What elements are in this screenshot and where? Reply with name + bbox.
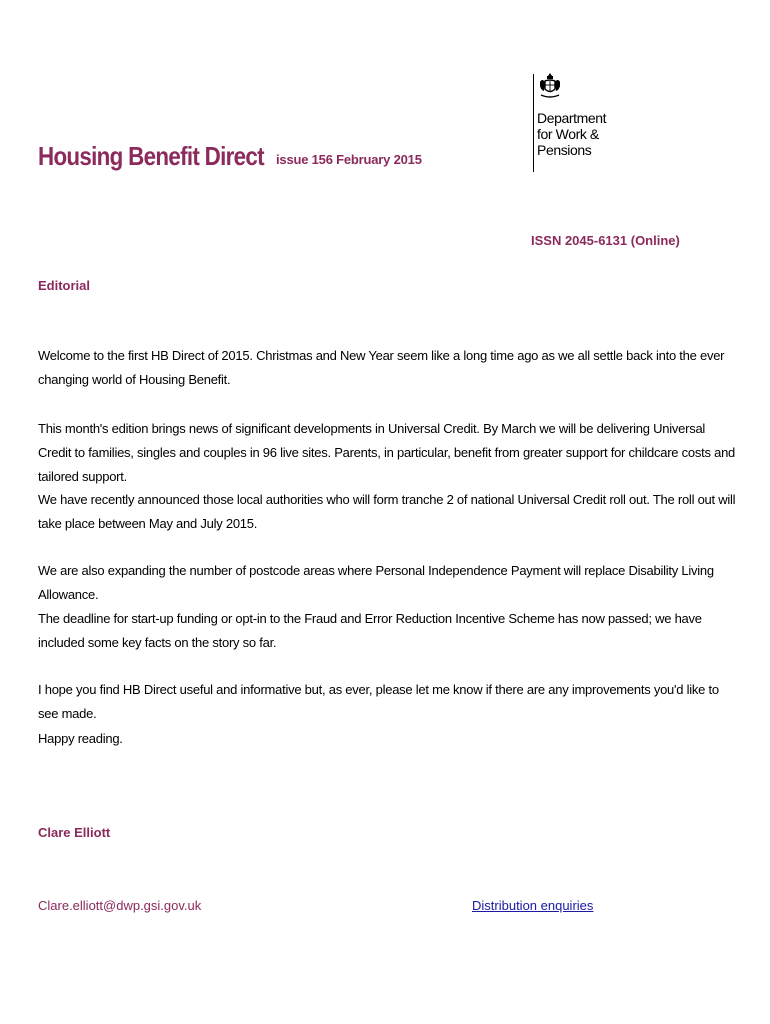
dwp-logo	[532, 72, 622, 176]
distribution-enquiries-link[interactable]: Distribution enquiries	[472, 898, 594, 913]
signature-name: Clare Elliott	[38, 825, 111, 840]
section-heading: Editorial	[38, 278, 91, 293]
department-name	[537, 110, 606, 158]
department-line-3: Pensions	[537, 142, 592, 158]
editorial-paragraph: We have recently announced those local authorities who will form tranche 2 of national Universal Credit roll out. The roll out will take place between May and July 2015.	[38, 492, 736, 531]
issn-number: ISSN 2045-6131 (Online)	[531, 233, 680, 248]
editorial-paragraph: We are also expanding the number of postcode areas where Personal Independence Payment will replace Disability Living Allowance.	[38, 563, 714, 602]
department-line-2: for Work &	[537, 126, 599, 142]
newsletter-title: Housing Benefit Direct	[38, 141, 264, 171]
issue-info: issue 156 February 2015	[276, 152, 422, 167]
email-link[interactable]: Clare.elliott@dwp.gsi.gov.uk	[38, 898, 202, 913]
editorial-paragraph: The deadline for start-up funding or opt-in to the Fraud and Error Reduction Incentive Scheme has now passed; we have included some key facts on the story so far.	[38, 611, 702, 650]
department-line-1: Department	[537, 110, 607, 126]
editorial-paragraph: Welcome to the first HB Direct of 2015. Christmas and New Year seem like a long time ago as we all settle back into the ever changing world of Housing Benefit.	[38, 348, 725, 387]
editorial-paragraph: I hope you find HB Direct useful and informative but, as ever, please let me know if there are any improvements you'd like to see made.	[38, 682, 719, 721]
editorial-paragraph: Happy reading.	[38, 731, 123, 746]
masthead	[38, 141, 422, 172]
logo-divider	[533, 74, 534, 172]
editorial-paragraph: This month's edition brings news of significant developments in Universal Credit. By March we will be delivering Universal Credit to families, singles and couples in 96 live sites. Parents, in particular, benefit from greater support for childcare costs and tailored support.	[38, 421, 736, 484]
royal-coat-of-arms-icon	[538, 72, 562, 100]
